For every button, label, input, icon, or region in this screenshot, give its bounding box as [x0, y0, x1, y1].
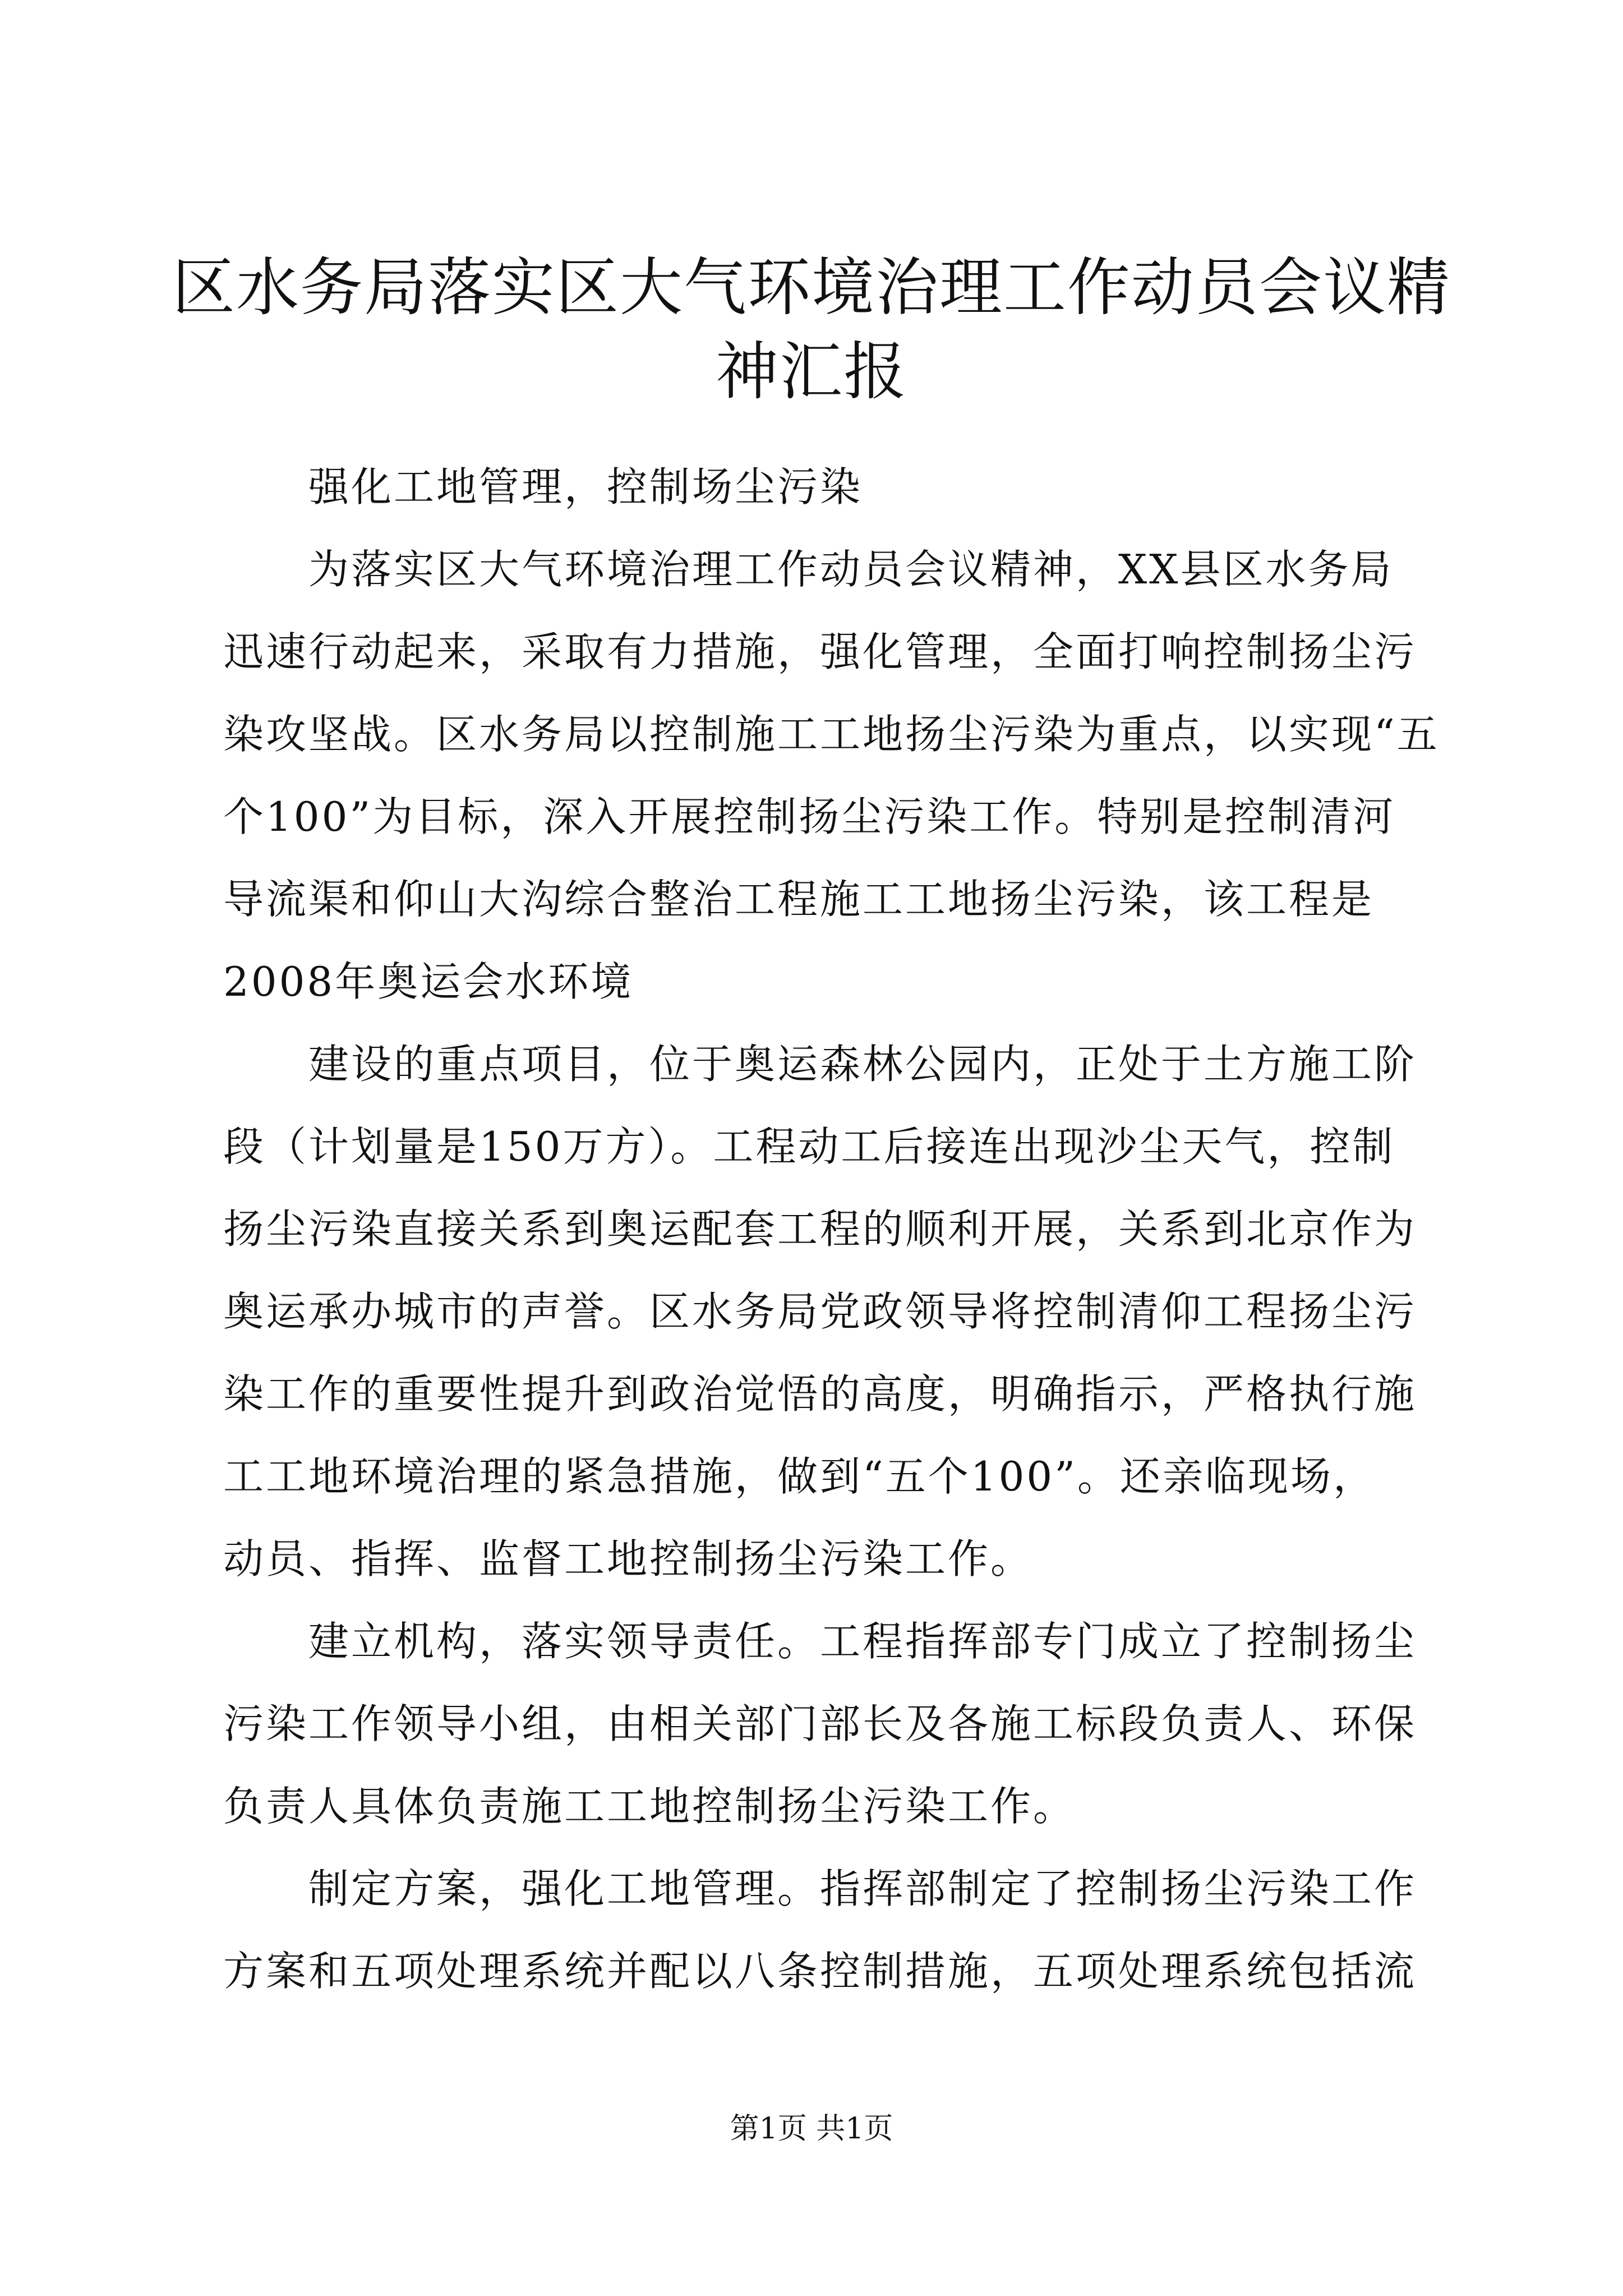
body-line: 强化工地管理，控制场尘污染	[223, 463, 863, 510]
body-line: 导流渠和仰山大沟综合整治工程施工工地扬尘污染，该工程是	[223, 876, 1375, 923]
body-line: 个100”为目标，深入开展控制扬尘污染工作。特别是控制清河	[223, 793, 1396, 840]
body-line: 染攻坚战。区水务局以控制施工工地扬尘污染为重点，以实现“五	[223, 711, 1440, 758]
page-footer: 第1页 共1页	[730, 2112, 893, 2146]
body-line: 建设的重点项目，位于奥运森林公园内，正处于土方施工阶	[223, 1041, 1417, 1088]
body-line: 建立机构，落实领导责任。工程指挥部专门成立了控制扬尘	[223, 1618, 1417, 1665]
body-line: 制定方案，强化工地管理。指挥部制定了控制扬尘污染工作	[223, 1865, 1417, 1912]
body-line: 工工地环境治理的紧急措施，做到“五个100”。还亲临现场，	[223, 1453, 1376, 1500]
body-line: 迅速行动起来，采取有力措施，强化管理，全面打响控制扬尘污	[223, 628, 1417, 675]
body-line: 污染工作领导小组，由相关部门部长及各施工标段负责人、环保	[223, 1700, 1417, 1747]
body-line: 为落实区大气环境治理工作动员会议精神，XX县区水务局	[223, 546, 1394, 593]
document-title-line-2: 神汇报	[716, 335, 907, 408]
body-line: 负责人具体负责施工工地控制扬尘污染工作。	[223, 1783, 1076, 1830]
body-line: 2008年奥运会水环境	[223, 958, 634, 1005]
document-title-line-1: 区水务局落实区大气环境治理工作动员会议精	[172, 251, 1451, 324]
body-line: 染工作的重要性提升到政治觉悟的高度，明确指示，严格执行施	[223, 1370, 1417, 1418]
body-line: 方案和五项处理系统并配以八条控制措施，五项处理系统包括流	[223, 1948, 1417, 1995]
body-line: 动员、指挥、监督工地控制扬尘污染工作。	[223, 1535, 1034, 1582]
body-line: 奥运承办城市的声誉。区水务局党政领导将控制清仰工程扬尘污	[223, 1288, 1417, 1335]
body-line: 扬尘污染直接关系到奥运配套工程的顺利开展，关系到北京作为	[223, 1205, 1417, 1253]
body-line: 段（计划量是150万方）。工程动工后接连出现沙尘天气，控制	[223, 1123, 1395, 1170]
